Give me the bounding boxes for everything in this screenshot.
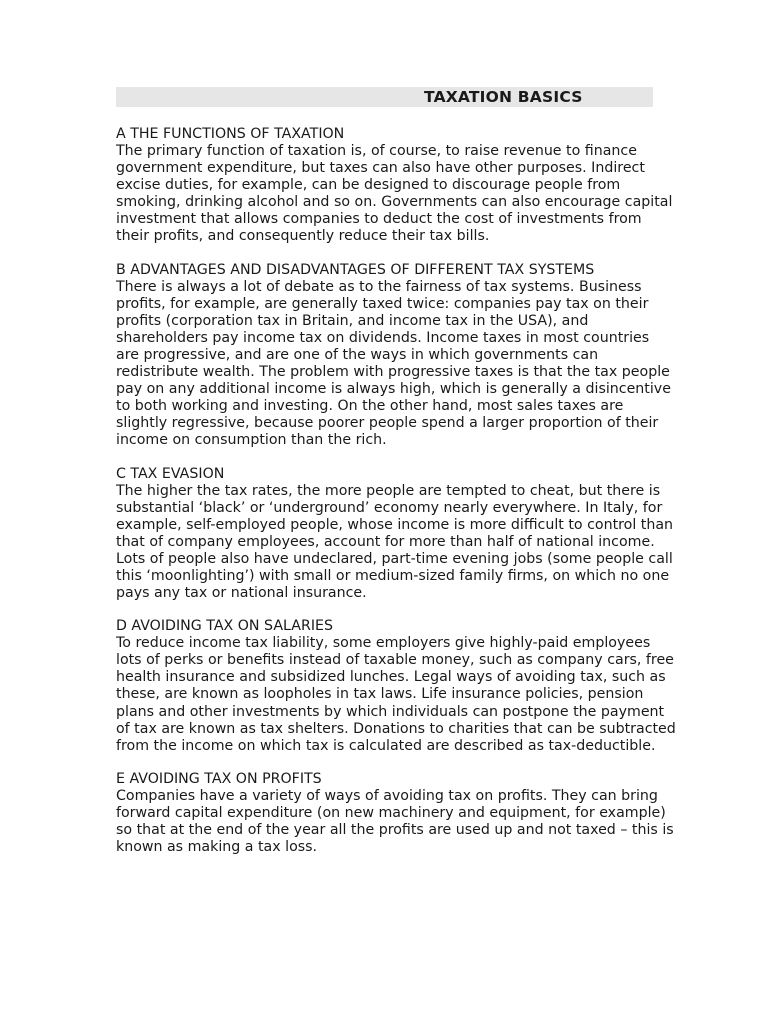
section-tax-evasion bbox=[116, 466, 676, 603]
section-body: The higher the tax rates, the more people are tempted to cheat, but there is substantial ‘black’ or ‘underground’ economy nearly everywhere. In Italy, for example, self-employed people, whose income is more difficult to control than that of company employees, account for more than half of national income. Lots of people also have undeclared, part-time evening jobs (some people call this ‘moonlighting’) with small or medium-sized family firms, on which no one pays any tax or national insurance. bbox=[116, 482, 674, 602]
document-title: TAXATION BASICS bbox=[424, 88, 583, 106]
section-heading: B ADVANTAGES AND DISADVANTAGES OF DIFFERENT TAX SYSTEMS bbox=[116, 261, 595, 278]
section-avoiding-tax-on-profits bbox=[116, 771, 676, 856]
section-body: Companies have a variety of ways of avoiding tax on profits. They can bring forward capital expenditure (on new machinery and equipment, for example) so that at the end of the year all the profits are used up and not taxed – this is known as making a tax loss. bbox=[116, 787, 674, 856]
section-heading: D AVOIDING TAX ON SALARIES bbox=[116, 618, 333, 635]
section-heading: A THE FUNCTIONS OF TAXATION bbox=[116, 126, 345, 142]
section-avoiding-tax-on-salaries bbox=[116, 618, 676, 755]
section-body: There is always a lot of debate as to the fairness of tax systems. Business profits, for example, are generally taxed twice: companies pay tax on their profits (corporation tax in Britain, and income tax in the USA), and shareholders pay income tax on dividends. Income taxes in most countries are progressive, and are one of the ways in which governments can redistribute wealth. The problem with progressive taxes is that the tax people pay on any additional income is always high, which is generally a disincentive to both working and investing. On the other hand, most sales taxes are slightly regressive, because poorer people spend a larger proportion of their income on consumption than the rich. bbox=[116, 278, 671, 449]
section-functions-of-taxation bbox=[116, 126, 676, 246]
document-content bbox=[116, 87, 676, 872]
section-body: The primary function of taxation is, of course, to raise revenue to finance government expenditure, but taxes can also have other purposes. Indirect excise duties, for example, can be designed to discourage people from smoking, drinking alcohol and so on. Governments can also encourage capital investment that allows companies to deduct the cost of investments from their profits, and consequently reduce their tax bills. bbox=[116, 143, 673, 245]
section-heading: C TAX EVASION bbox=[116, 465, 225, 482]
section-tax-systems bbox=[116, 262, 676, 450]
title-bar bbox=[116, 87, 653, 107]
section-heading: E AVOIDING TAX ON PROFITS bbox=[116, 770, 322, 787]
section-body: To reduce income tax liability, some employers give highly-paid employees lots of perks or benefits instead of taxable money, such as company cars, free health insurance and subsidized lunches. Legal ways of avoiding tax, such as these, are known as loopholes in tax laws. Life insurance policies, pension plans and other investments by which individuals can postpone the payment of tax are known as tax shelters. Donations to charities that can be subtracted from the income on which tax is calculated are described as tax-deductible. bbox=[116, 635, 676, 754]
